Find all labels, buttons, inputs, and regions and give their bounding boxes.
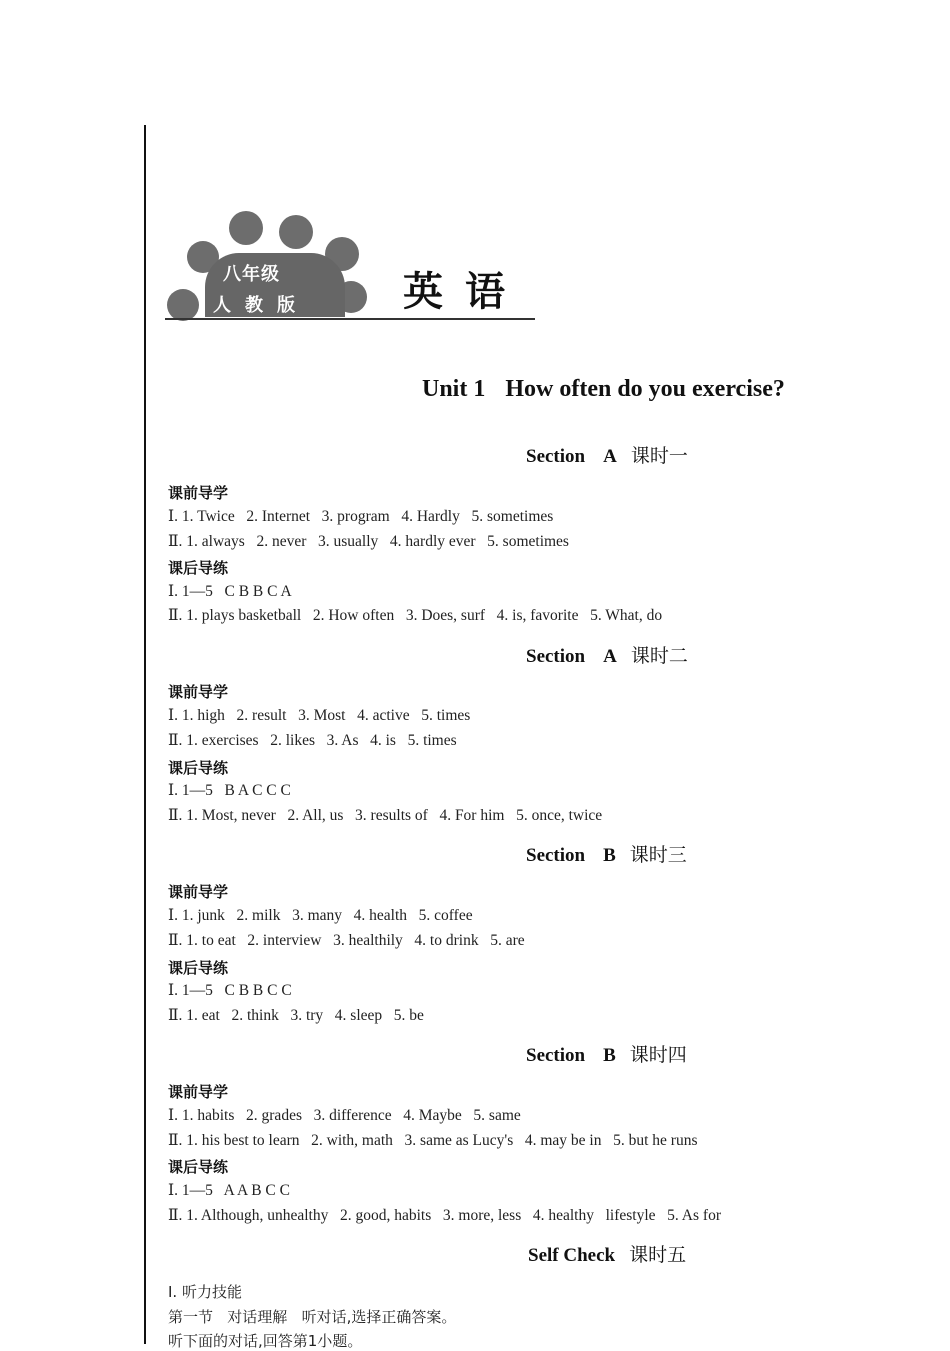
lesson-label: 课时四 xyxy=(629,1044,687,1066)
answer-line: Ⅰ. 1. habits 2. grades 3. difference 4. Maybe 5. same xyxy=(168,1107,521,1124)
banner-rule xyxy=(165,318,535,320)
section-heading xyxy=(528,1240,686,1267)
answer-line: Ⅰ. 1—5 C B B C C xyxy=(168,982,292,999)
section-label: Self Check xyxy=(528,1245,616,1266)
exercise-line: 听下面的对话,回答第1小题。 xyxy=(168,1332,363,1350)
answer-line: Ⅱ. 1. his best to learn 2. with, math 3. same as Lucy's 4. may be in 5. but he runs xyxy=(168,1132,698,1149)
answer-line: Ⅱ. 1. eat 2. think 3. try 4. sleep 5. be xyxy=(168,1007,424,1024)
left-margin-rule xyxy=(144,125,146,1344)
section-heading xyxy=(526,441,688,468)
exercise-line: 第一节 对话理解 听对话,选择正确答案。 xyxy=(168,1308,457,1326)
decorative-dot xyxy=(229,211,263,245)
answer-line: Ⅰ. 1—5 B A C C C xyxy=(168,782,291,799)
grade-label: 八年级 xyxy=(223,264,280,285)
post-practice-label: 课后导练 xyxy=(168,1158,229,1176)
section-label: Section xyxy=(526,1045,586,1066)
unit-title-text: How often do you exercise? xyxy=(505,376,785,402)
answer-line: Ⅱ. 1. to eat 2. interview 3. healthily 4. to drink 5. are xyxy=(168,932,525,949)
post-practice-label: 课后导练 xyxy=(168,959,229,977)
section-letter: B xyxy=(603,845,616,866)
answer-line: Ⅱ. 1. Although, unhealthy 2. good, habits 3. more, less 4. healthy lifestyle 5. As for xyxy=(168,1207,721,1224)
unit-label: Unit 1 xyxy=(422,376,486,402)
answer-line: Ⅰ. 1. junk 2. milk 3. many 4. health 5. coffee xyxy=(168,907,473,924)
header-banner xyxy=(165,205,545,330)
section-label: Section xyxy=(526,646,586,667)
post-practice-label: 课后导练 xyxy=(168,559,229,577)
section-letter: A xyxy=(603,646,617,667)
unit-heading xyxy=(422,376,785,403)
section-letter: A xyxy=(603,446,617,467)
section-label: Section xyxy=(526,446,586,467)
edition-label: 人教版 xyxy=(213,295,309,316)
section-label: Section xyxy=(526,845,586,866)
lesson-label: 课时三 xyxy=(629,844,687,866)
lesson-label: 课时二 xyxy=(630,645,688,667)
answer-line: Ⅰ. 1—5 A A B C C xyxy=(168,1182,290,1199)
answer-line: Ⅱ. 1. exercises 2. likes 3. As 4. is 5. times xyxy=(168,732,457,749)
answer-line: Ⅰ. 1. Twice 2. Internet 3. program 4. Hardly 5. sometimes xyxy=(168,508,554,525)
section-heading xyxy=(526,840,687,867)
pre-study-label: 课前导学 xyxy=(168,683,229,701)
exercise-line: Ⅰ. 听力技能 xyxy=(168,1283,242,1301)
decorative-dot xyxy=(167,289,199,321)
section-letter: B xyxy=(603,1045,616,1066)
answer-line: Ⅱ. 1. always 2. never 3. usually 4. hardly ever 5. sometimes xyxy=(168,533,569,550)
answer-line: Ⅱ. 1. Most, never 2. All, us 3. results of 4. For him 5. once, twice xyxy=(168,807,603,824)
answer-line: Ⅰ. 1. high 2. result 3. Most 4. active 5. times xyxy=(168,707,471,724)
post-practice-label: 课后导练 xyxy=(168,759,229,777)
answer-line: Ⅰ. 1—5 C B B C A xyxy=(168,583,292,600)
pre-study-label: 课前导学 xyxy=(168,883,229,901)
subject-title: 英语 xyxy=(403,269,527,315)
decorative-dot xyxy=(279,215,313,249)
pre-study-label: 课前导学 xyxy=(168,1083,229,1101)
pre-study-label: 课前导学 xyxy=(168,484,229,502)
answer-line: Ⅱ. 1. plays basketball 2. How often 3. Does, surf 4. is, favorite 5. What, do xyxy=(168,607,663,624)
section-heading xyxy=(526,1040,687,1067)
lesson-label: 课时一 xyxy=(630,445,688,467)
section-heading xyxy=(526,641,688,668)
lesson-label: 课时五 xyxy=(629,1244,687,1266)
